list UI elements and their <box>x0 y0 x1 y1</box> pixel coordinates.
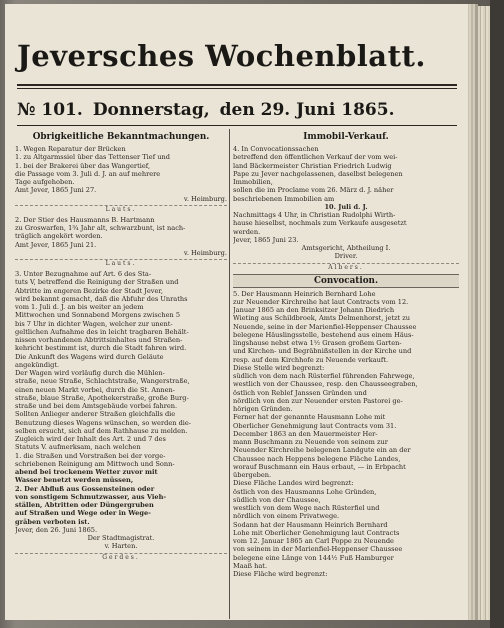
right-column <box>233 129 459 619</box>
text-line: hörigen Gründen. <box>233 405 293 413</box>
text-line: land Bäckermeister Christian Friedrich Ludwig <box>233 161 392 170</box>
column-divider <box>229 129 230 619</box>
section-heading-immobil: Immobil-Verkauf. <box>303 132 389 142</box>
book-binding-shadow <box>490 0 504 628</box>
section-heading-convocation: Convocation. <box>233 274 459 288</box>
text-line: belegene eine Länge von 144½ Fuß Hamburger <box>233 553 394 562</box>
text-line: werden. <box>233 227 261 236</box>
text-line: ställen, Abtritten oder Düngergruben <box>15 501 154 509</box>
left-column <box>15 129 227 619</box>
text-line: Der Wagen wird vorläufig durch die Mühlen- <box>15 369 165 377</box>
text-line: westlich von dem Wege nach Rüsterfiel und <box>233 504 380 512</box>
text-line: westlich von der Chaussee, resp. den Chausseegraben, <box>233 380 418 389</box>
text-line: wird bekannt gemacht, daß die Abfuhr des Unraths <box>15 294 188 303</box>
left-column-text <box>15 145 227 562</box>
text-line: 4. In Convocationssachen <box>233 145 319 153</box>
text-line: beschriebenen Immobilien am <box>233 194 335 203</box>
text-line: Der Stadtmagistrat. <box>87 534 155 542</box>
text-line: Amt Jever, 1865 Juni 21. <box>15 240 97 249</box>
book-page-edges <box>468 6 490 620</box>
text-line: straße, blaue Straße, Apothekerstraße, große Burg- <box>15 393 189 402</box>
text-line: straße und bei dem Amtsgebäude vorbei fahren. <box>15 402 178 410</box>
text-line: December 1863 an den Mauermeister Her- <box>233 429 378 438</box>
text-line: 3. Unter Bezugnahme auf Art. 6 des Sta- <box>15 270 152 278</box>
text-line: v. Harten. <box>104 542 138 551</box>
text-line: Maaß hat. <box>233 561 268 570</box>
text-line: Pape zu Jever nachgelassenen, daselbst belegenen <box>233 169 403 178</box>
text-line: sollen die im Proclame vom 26. März d. J. näher <box>233 186 394 195</box>
text-line: 1. bei der Brakerei über das Wangertief, <box>15 161 151 170</box>
text-line: einen neuen Markt vorbei, durch die St. Annen- <box>15 385 175 394</box>
issue-number: № 101. <box>17 100 83 120</box>
text-line: die Passage vom 3. Juli d. J. an auf mehrere <box>15 169 161 178</box>
text-line: Tage aufgehoben. <box>15 178 75 186</box>
text-line: östlich von des Hausmanns Lohe Gründen, <box>233 487 377 496</box>
text-line: Chaussee nach Heppens belegene Fläche Landes, <box>233 454 401 463</box>
text-line: 2. Der Stier des Hausmanns B. Hartmann <box>15 215 155 224</box>
text-line: Januar 1865 an den Brinksitzer Johann Diedrich <box>233 306 395 314</box>
convocation-text <box>233 290 459 579</box>
text-line: Diese Stelle wird begrenzt: <box>233 363 325 372</box>
text-line: Ferner hat der genannte Hausmann Lohe mit <box>233 413 386 422</box>
text-line: Benutzung dieses Wagens wünschen, so werden die- <box>15 418 192 427</box>
newspaper-title: Jeversches Wochenblatt. <box>17 39 426 73</box>
text-line: v. Heimburg. <box>183 194 227 203</box>
issue-line <box>17 100 457 124</box>
text-line: Diese Fläche wird begrenzt: <box>233 570 328 578</box>
text-line: geltlichen Aufnahme des in leicht tragbaren Behält- <box>15 327 189 336</box>
text-line: Diese Fläche Landes wird begrenzt: <box>233 479 354 488</box>
text-line: Immobilien, <box>233 178 273 186</box>
text-line: Mittwochen und Sonnabend Morgens zwischen 5 <box>15 311 181 320</box>
text-line: Neuende, seine in der Marienfiel-Heppenser Chaussee <box>233 322 417 331</box>
text-line: hause hieselbst, nochmals zum Verkaufe ausgesetzt <box>233 219 407 228</box>
text-line: 10. Juli d. J. <box>324 202 368 211</box>
text-line: lingshause nebst etwa 1½ Grasen großem Garten- <box>233 339 402 347</box>
text-line: 1. die Straßen und Vorstraßen bei der vorge- <box>15 451 166 460</box>
text-line: 1. zu Altgarmssiel über das Tettenser Tief und <box>15 153 170 162</box>
text-line: kehricht bestimmt ist, durch die Stadt fahren wird. <box>15 344 187 353</box>
text-line: abend bei trockenem Wetter zuvor mit <box>15 468 158 476</box>
text-line: vom 1. Juli d. J. an bis weiter an jedem <box>15 303 144 311</box>
text-line: 1. Wegen Reparatur der Brücken <box>15 145 126 153</box>
text-line: resp. auf dem Kirchhofe zu Neuende verkauft. <box>233 355 389 364</box>
text-line: Wieting aus Schildbroek, Amts Delmenhorst, jetzt zu <box>233 314 410 323</box>
text-line: Amt Jever, 1865 Juni 27. <box>15 186 97 195</box>
text-line: von seinem in der Marienfiel-Heppenser Chaussee <box>233 545 403 554</box>
issue-day: Donnerstag, <box>92 100 210 120</box>
immobil-text <box>233 145 459 272</box>
signature-separator: Gerdes. <box>15 553 227 562</box>
text-line: v. Heimburg. <box>183 248 227 257</box>
signature-separator: Albers. <box>233 263 459 272</box>
text-line: Neuender Kirchreihe belegenen Landgute ein an der <box>233 446 411 455</box>
text-line: Amtsgericht, Abtheilung I. <box>301 244 391 252</box>
text-line: Oberlicher Genehmigung laut Contracts vom 31. <box>233 421 397 430</box>
text-line: nissen vorhandenen Abtrittsinhaltes und Straßen- <box>15 336 183 344</box>
newspaper-page <box>5 4 468 620</box>
text-line: mann Buschmann zu Neuende von seinem zur <box>233 438 388 446</box>
text-line: übergeben. <box>233 471 272 479</box>
text-line: belegene Häuslingsstelle, bestehend aus einem Häus- <box>233 330 414 339</box>
text-line: tuts V, betreffend die Reinigung der Straßen und <box>15 278 179 287</box>
text-line: 5. Der Hausmann Heinrich Bernhard Lohe <box>233 289 376 298</box>
title-rule <box>17 84 457 86</box>
text-line: selben ersucht, sich auf dem Rathhause zu melden. <box>15 426 188 435</box>
text-line: Wasser benetzt werden müssen, <box>15 476 134 485</box>
text-line: zu Groswarfen, 1¾ Jahr alt, schwarzbunt, ist nach- <box>15 224 186 232</box>
text-line: schriebenen Reinigung am Mittwoch und Sonn- <box>15 459 175 468</box>
text-line: angekündigt. <box>15 360 60 369</box>
text-line: und Kirchen- und Begräbnißstellen in der Kirche und <box>233 347 412 356</box>
text-line: bis 7 Uhr in dichter Wagen, welcher zur unent- <box>15 319 173 328</box>
issue-date: den 29. Juni 1865. <box>219 100 395 120</box>
text-line: Sollten Anlieger anderer Straßen gleichfalls die <box>15 410 176 419</box>
text-line: südlich von der Chaussee, <box>233 495 321 504</box>
text-line: worauf Buschmann ein Haus erbaut, — in Erbpacht <box>233 462 406 471</box>
issue-rule <box>17 125 457 126</box>
text-line: betreffend den öffentlichen Verkauf der vom wei- <box>233 153 398 162</box>
title-rule-thin <box>17 88 457 89</box>
text-line: Jever, den 26. Juni 1865. <box>15 525 98 534</box>
text-line: Abtritte im engeren Bezirke der Stadt Jever, <box>15 286 163 295</box>
text-line: Zugleich wird der Inhalt des Art. 2 und 7 des <box>15 435 166 443</box>
text-line: nördlich von den zur Neuender ersten Pastorei ge- <box>233 396 403 405</box>
section-heading-official: Obrigkeitliche Bekanntmachungen. <box>32 132 210 142</box>
text-line: Nachmittags 4 Uhr, in Christian Rudolphi Wirth- <box>233 211 396 219</box>
text-line: straße, neue Straße, Schlachtstraße, Wangerstraße, <box>15 377 190 386</box>
signature-separator: Lauts. <box>15 259 227 268</box>
text-line: Statuts V. aufmerksam, nach welchen <box>15 443 141 452</box>
text-line: vom 12. Januar 1865 an Carl Poppe zu Neuende <box>233 537 394 545</box>
text-line: Die Ankunft des Wagens wird durch Geläute <box>15 352 164 361</box>
text-line: Jever, 1865 Juni 23. <box>233 235 299 244</box>
text-line: Driver. <box>334 252 358 261</box>
text-line: auf Straßen und Wege oder in Wege- <box>15 509 151 518</box>
text-line: nördlich von einem Privatwege. <box>233 512 340 521</box>
text-line: träglich angekört worden. <box>15 232 103 241</box>
text-line: 2. Der Abfluß aus Gossensteinen oder <box>15 484 155 493</box>
text-line: östlich von Reblef Janssen Gründen und <box>233 388 367 397</box>
text-line: zur Neuender Kirchreihe hat laut Contracts vom 12. <box>233 297 409 306</box>
text-line: von sonstigem Schmutzwasser, aus Vieh- <box>15 492 167 501</box>
text-line: Sodann hat der Hausmann Heinrich Bernhard <box>233 520 388 529</box>
text-line: gräben verboten ist. <box>15 517 90 526</box>
text-line: südlich von dem nach Rüsterfiel führenden Fahrwege, <box>233 372 415 380</box>
text-line: Lohe mit Oberlicher Genehmigung laut Contracts <box>233 528 400 537</box>
signature-separator: Lauts. <box>15 205 227 214</box>
